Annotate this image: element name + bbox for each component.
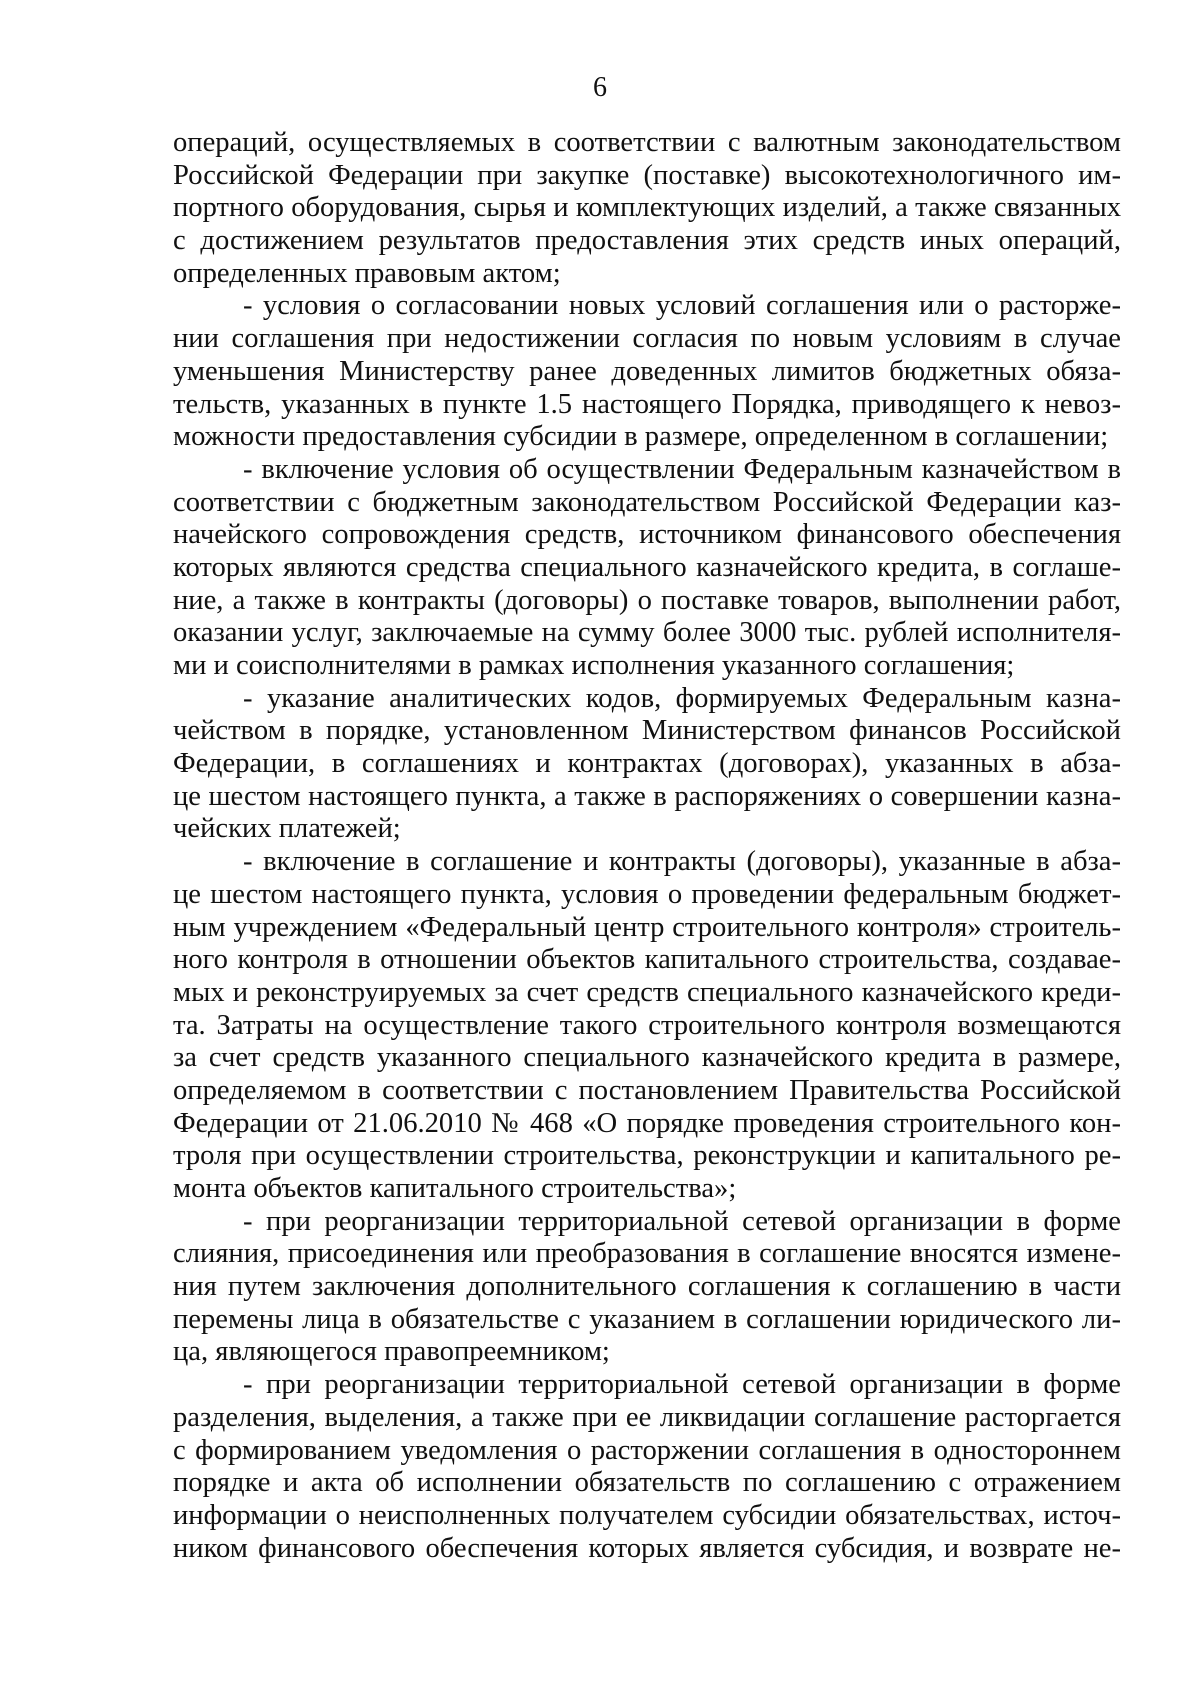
text-line: - включение условия об осуществлении Федеральным казначейством в	[243, 453, 1121, 485]
text-line: начейского сопровождения средств, источником финансового обеспечения	[173, 519, 1121, 551]
text-line: мых и реконструируемых за счет средств специального казначейского креди-	[173, 976, 1121, 1008]
page-number: 6	[593, 72, 607, 103]
text-line: це шестом настоящего пункта, условия о проведении федеральным бюджет-	[173, 878, 1121, 910]
text-line: монта объектов капитального строительства»;	[173, 1173, 737, 1204]
text-line: Российской Федерации при закупке (поставке) высокотехнологичного им-	[173, 159, 1121, 191]
text-line: Федерации от 21.06.2010 № 468 «О порядке проведения строительного кон-	[173, 1107, 1121, 1139]
text-line: оказании услуг, заключаемые на сумму более 3000 тыс. рублей исполнителя-	[173, 617, 1121, 649]
body-text	[173, 127, 1121, 1565]
text-line: ником финансового обеспечения которых является субсидия, и возврате не-	[173, 1532, 1121, 1564]
text-line: порядке и акта об исполнении обязательств по соглашению с отражением	[173, 1467, 1121, 1499]
text-line: чейством в порядке, установленном Министерством финансов Российской	[173, 715, 1121, 747]
text-line: с формированием уведомления о расторжении соглашения в одностороннем	[173, 1434, 1121, 1466]
text-line: ным учреждением «Федеральный центр строительного контроля» строитель-	[173, 911, 1121, 943]
text-line: можности предоставления субсидии в размере, определенном в соглашении;	[173, 421, 1109, 453]
text-line: слияния, присоединения или преобразования в соглашение вносятся измене-	[173, 1238, 1121, 1270]
text-line: информации о неисполненных получателем субсидии обязательствах, источ-	[173, 1499, 1121, 1531]
text-line: - указание аналитических кодов, формируемых Федеральным казна-	[243, 682, 1121, 714]
text-line: ния путем заключения дополнительного соглашения к соглашению в части	[173, 1271, 1121, 1303]
text-line: тельств, указанных в пункте 1.5 настоящего Порядка, приводящего к невоз-	[173, 388, 1121, 420]
text-line: определенных правовым актом;	[173, 257, 561, 289]
text-line: та. Затраты на осуществление такого строительного контроля возмещаются	[173, 1009, 1121, 1041]
text-line: нии соглашения при недостижении согласия по новым условиям в случае	[173, 323, 1121, 355]
text-line: разделения, выделения, а также при ее ликвидации соглашение расторгается	[173, 1401, 1121, 1433]
text-line: которых являются средства специального казначейского кредита, в соглаше-	[173, 551, 1121, 583]
text-line: соответствии с бюджетным законодательством Российской Федерации каз-	[173, 486, 1121, 518]
text-line: с достижением результатов предоставления этих средств иных операций,	[173, 225, 1121, 257]
text-line: це шестом настоящего пункта, а также в распоряжениях о совершении казна-	[173, 780, 1121, 812]
text-line: перемены лица в обязательстве с указанием в соглашении юридического ли-	[173, 1303, 1121, 1335]
text-line: - при реорганизации территориальной сетевой организации в форме	[243, 1369, 1121, 1401]
text-line: за счет средств указанного специального казначейского кредита в размере,	[173, 1042, 1121, 1074]
text-line: ми и соисполнителями в рамках исполнения указанного соглашения;	[173, 650, 1015, 681]
text-line: Федерации, в соглашениях и контрактах (договорах), указанных в абза-	[173, 748, 1121, 780]
text-line: троля при осуществлении строительства, реконструкции и капитального ре-	[173, 1140, 1121, 1172]
text-line: определяемом в соответствии с постановлением Правительства Российской	[173, 1074, 1121, 1106]
text-line: уменьшения Министерству ранее доведенных лимитов бюджетных обяза-	[173, 355, 1121, 387]
text-line: ного контроля в отношении объектов капитального строительства, создавае-	[173, 944, 1121, 976]
text-line: ца, являющегося правопреемником;	[173, 1336, 610, 1368]
text-line: чейских платежей;	[173, 813, 401, 845]
text-line: операций, осуществляемых в соответствии с валютным законодательством	[173, 127, 1121, 158]
text-line: - условия о согласовании новых условий соглашения или о расторже-	[243, 290, 1121, 322]
text-line: ние, а также в контракты (договоры) о поставке товаров, выполнении работ,	[173, 584, 1121, 616]
text-line: - при реорганизации территориальной сетевой организации в форме	[243, 1205, 1121, 1237]
text-line: - включение в соглашение и контракты (договоры), указанные в абза-	[243, 846, 1121, 878]
text-line: портного оборудования, сырья и комплектующих изделий, а также связанных	[173, 192, 1121, 224]
